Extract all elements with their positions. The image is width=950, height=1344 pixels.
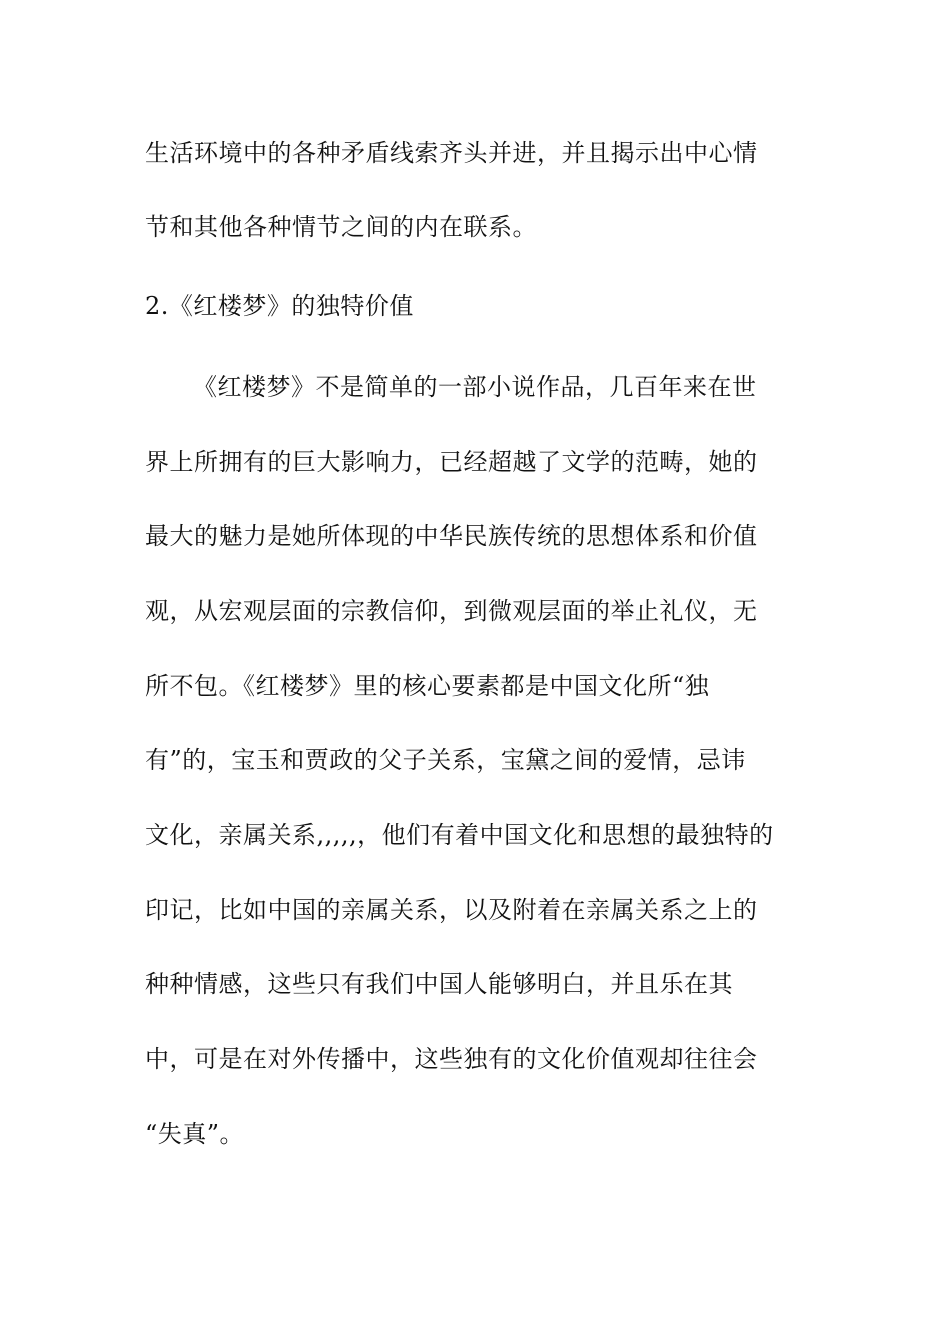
- paragraph-line-5: 所不包。《红楼梦》里的核心要素都是中国文化所“独: [145, 672, 710, 700]
- paragraph-line-6: 有”的，宝玉和贾政的父子关系，宝黛之间的爱情，忌讳: [145, 746, 746, 774]
- paragraph-line-10: 中，可是在对外传播中，这些独有的文化价值观却往往会: [145, 1045, 758, 1073]
- paragraph-line-7: 文化，亲属关系,,,,,，他们有着中国文化和思想的最独特的: [145, 821, 774, 849]
- body-line-1: 生活环境中的各种矛盾线索齐头并进，并且揭示出中心情: [145, 139, 758, 167]
- body-line-2: 节和其他各种情节之间的内在联系。: [145, 213, 537, 241]
- paragraph-line-1: 《红楼梦》不是简单的一部小说作品，几百年来在世: [193, 373, 757, 401]
- section-heading: 2.《红楼梦》的独特价值: [145, 292, 414, 320]
- paragraph-line-2: 界上所拥有的巨大影响力，已经超越了文学的范畴，她的: [145, 448, 758, 476]
- paragraph-line-8: 印记，比如中国的亲属关系，以及附着在亲属关系之上的: [145, 896, 758, 924]
- paragraph-line-9: 种种情感，这些只有我们中国人能够明白，并且乐在其: [145, 970, 733, 998]
- paragraph-line-11: “失真”。: [145, 1120, 245, 1148]
- paragraph-line-3: 最大的魅力是她所体现的中华民族传统的思想体系和价值: [145, 522, 758, 550]
- paragraph-line-4: 观，从宏观层面的宗教信仰，到微观层面的举止礼仪，无: [145, 597, 758, 625]
